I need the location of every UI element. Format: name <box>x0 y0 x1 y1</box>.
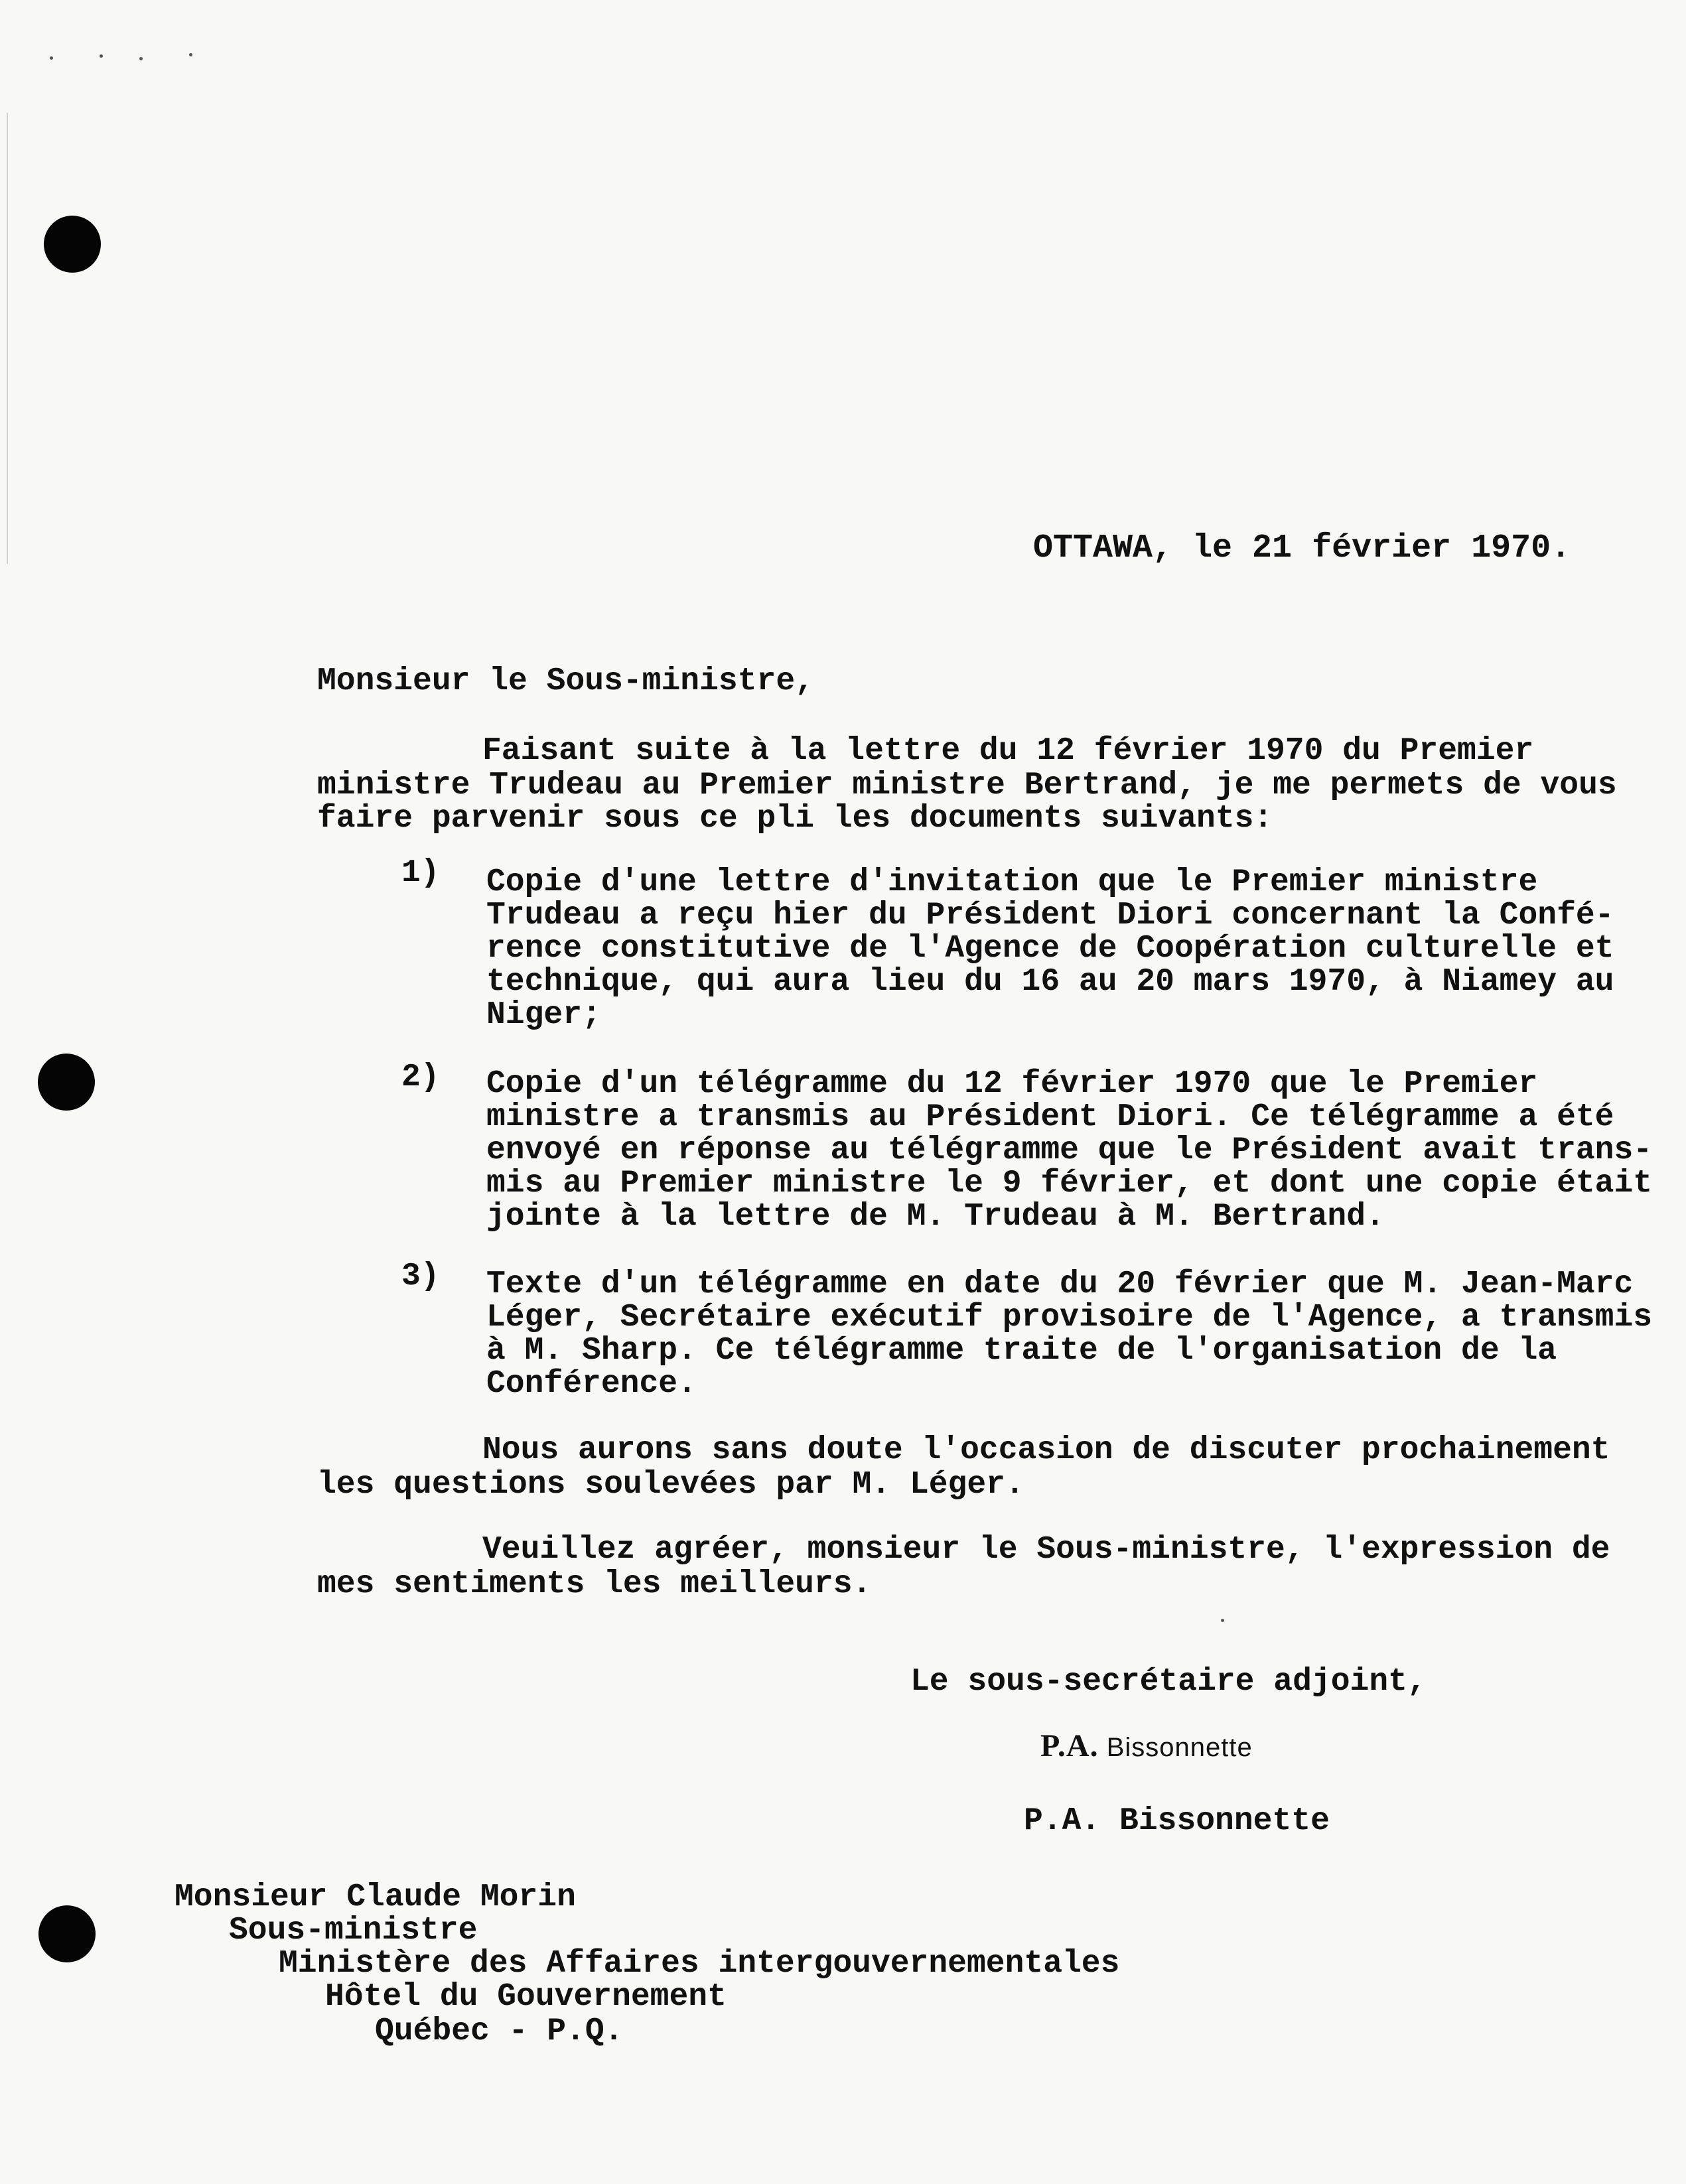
text-line: mis au Premier ministre le 9 février, et dont une copie était <box>486 1166 1653 1201</box>
text-line: faire parvenir sous ce pli les documents suivants: <box>317 801 1273 837</box>
text-line: Veuillez agréer, monsieur le Sous-ministre, l'expression de <box>482 1532 1610 1568</box>
signature-surname: Bissonnette <box>1106 1733 1253 1762</box>
text-line: Trudeau a reçu hier du Président Diori concernant la Confé- <box>486 898 1614 933</box>
text-line: les questions soulevées par M. Léger. <box>317 1467 1024 1503</box>
text-line: Nous aurons sans doute l'occasion de discuter prochainement <box>482 1432 1610 1468</box>
scan-speck <box>139 57 143 60</box>
scan-speck <box>100 54 103 58</box>
address-line: Hôtel du Gouvernement <box>325 1979 727 2015</box>
item-number: 1) <box>401 855 440 891</box>
text-line: Faisant suite à la lettre du 12 février 1970 du Premier <box>482 733 1534 769</box>
text-line: Copie d'un télégramme du 12 février 1970 que le Premier <box>486 1066 1538 1102</box>
address-line: Québec - P.Q. <box>375 2013 624 2049</box>
text-line: Texte d'un télégramme en date du 20 février que M. Jean-Marc <box>486 1266 1634 1302</box>
text-line: envoyé en réponse au télégramme que le Président avait trans- <box>486 1132 1653 1168</box>
signature-initials: P.A. <box>1040 1728 1099 1763</box>
text-line: technique, qui aura lieu du 16 au 20 mars 1970, à Niamey au <box>486 964 1614 1000</box>
address-line: Sous-ministre <box>229 1913 478 1948</box>
address-line: Ministère des Affaires intergouvernementales <box>279 1946 1120 1982</box>
text-line: Copie d'une lettre d'invitation que le Premier ministre <box>486 864 1538 900</box>
salutation: Monsieur le Sous-ministre, <box>317 663 814 699</box>
text-line: mes sentiments les meilleurs. <box>317 1566 872 1602</box>
punch-hole <box>44 216 101 273</box>
text-line: Léger, Secrétaire exécutif provisoire de l'Agence, a transmis <box>486 1300 1653 1335</box>
scan-speck <box>189 53 192 56</box>
text-line: ministre Trudeau au Premier ministre Bertrand, je me permets de vous <box>317 768 1617 803</box>
text-line: Conférence. <box>486 1366 697 1402</box>
text-line: Niger; <box>486 997 601 1033</box>
text-line: ministre a transmis au Président Diori. Ce télégramme a été <box>486 1099 1614 1135</box>
typed-name: P.A. Bissonnette <box>1024 1803 1330 1839</box>
signoff-title: Le sous-secrétaire adjoint, <box>910 1664 1427 1700</box>
scan-edge-line <box>7 113 8 564</box>
address-line: Monsieur Claude Morin <box>175 1879 576 1915</box>
date-line: OTTAWA, le 21 février 1970. <box>1033 529 1571 567</box>
punch-hole <box>38 1905 96 1962</box>
scan-speck <box>1221 1619 1224 1622</box>
handwritten-signature <box>1040 1728 1253 1764</box>
scan-speck <box>50 56 53 60</box>
text-line: jointe à la lettre de M. Trudeau à M. Bertrand. <box>486 1199 1385 1235</box>
punch-hole <box>38 1054 95 1111</box>
text-line: rence constitutive de l'Agence de Coopération culturelle et <box>486 931 1614 967</box>
item-number: 2) <box>401 1059 440 1095</box>
item-number: 3) <box>401 1259 440 1294</box>
text-line: à M. Sharp. Ce télégramme traite de l'organisation de la <box>486 1333 1557 1369</box>
